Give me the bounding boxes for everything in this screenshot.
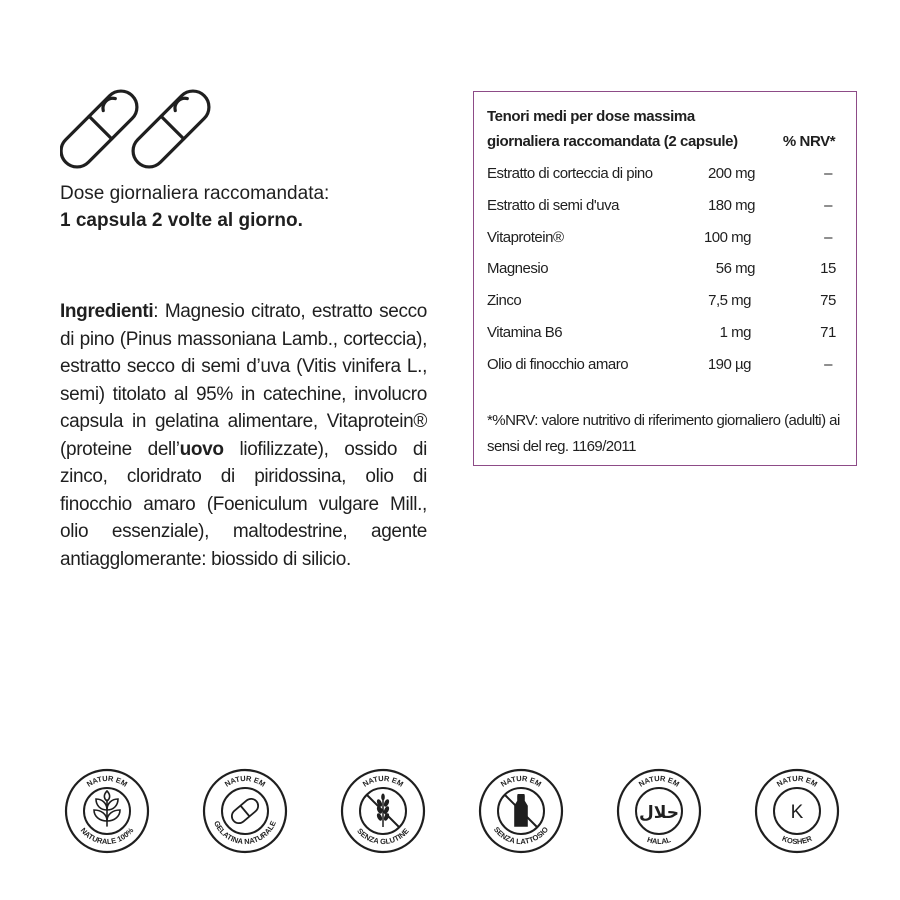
badge-top-label: NATUR EM xyxy=(636,773,681,789)
row-nrv: 71 xyxy=(820,324,836,341)
capsule-icon xyxy=(229,796,261,826)
svg-text:NATUR EM xyxy=(775,774,819,789)
nrv-header: % NRV* xyxy=(782,133,836,150)
kosher-icon: K xyxy=(790,802,804,823)
badge-top-label: NATUR EM xyxy=(498,773,543,789)
dose-section xyxy=(60,180,460,234)
table-row xyxy=(487,353,847,377)
nrv-footnote: *%NRV: valore nutritivo di riferimento giornaliero (adulti) ai sensi del reg. 1169/2011 xyxy=(487,412,840,455)
row-amount: 56 mg xyxy=(715,260,755,277)
svg-text:NATURALE 100% xyxy=(79,826,136,847)
dose-label: Dose giornaliera raccomandata: xyxy=(60,183,330,204)
row-name: Zinco xyxy=(487,292,522,309)
panel-header-line1: Tenori medi per dose massima xyxy=(487,108,695,125)
wheat-crossed-icon xyxy=(367,794,399,828)
badge-natural xyxy=(64,768,150,854)
svg-text:HALAL xyxy=(646,835,672,846)
row-amount: 100 mg xyxy=(703,229,751,246)
row-nrv: – xyxy=(824,197,832,214)
badge-lactose-free xyxy=(478,768,564,854)
dose-value: 1 capsula 2 volte al giorno. xyxy=(60,210,303,231)
badge-halal xyxy=(616,768,702,854)
svg-text:NATUR EM xyxy=(223,774,267,789)
table-row xyxy=(487,162,847,186)
badge-top-label: NATUR EM xyxy=(360,773,405,789)
badge-bottom-label: SENZA LATTOSIO xyxy=(491,825,551,847)
badge-bottom-label: KOSHER xyxy=(780,833,814,847)
svg-text:NATUR EM xyxy=(637,774,681,789)
nutrition-panel xyxy=(473,91,857,466)
svg-text:SENZA GLUTINE xyxy=(355,827,410,846)
badge-top-label: NATUR EM xyxy=(84,773,129,789)
row-name: Vitaprotein® xyxy=(487,229,564,246)
table-row xyxy=(487,226,847,250)
ingredients-section xyxy=(60,298,427,573)
allergen-text: uovo xyxy=(179,438,224,460)
svg-text:GELATINA NATURALE xyxy=(212,819,278,846)
leaf-icon xyxy=(94,791,120,826)
row-nrv: 75 xyxy=(820,292,836,309)
ingredients-text-continued: liofilizzate), ossido di zinco, cloridrato di piridossina, olio di finocchio amaro (Foeniculum vulgare Mill., olio essenziale), maltodestrine, agente antiagglomerante: biossido di silicio. xyxy=(60,438,427,570)
table-row xyxy=(487,289,847,313)
row-nrv: – xyxy=(824,165,832,182)
row-nrv: – xyxy=(824,356,832,373)
row-name: Estratto di semi d'uva xyxy=(487,197,619,214)
svg-text:NATUR EM xyxy=(361,774,405,789)
badge-natural-gelatin xyxy=(202,768,288,854)
panel-header-line2: giornaliera raccomandata (2 capsule) xyxy=(487,133,738,150)
row-name: Magnesio xyxy=(487,260,549,277)
svg-text:NATUR EM xyxy=(85,774,129,789)
badge-bottom-label: GELATINA NATURALE xyxy=(212,819,278,847)
table-row xyxy=(487,257,847,281)
milk-crossed-icon xyxy=(505,794,537,827)
ingredients-label: Ingredienti xyxy=(60,301,154,322)
badge-top-label: NATUR EM xyxy=(222,773,267,789)
badge-top-label: NATUR EM xyxy=(774,773,819,789)
table-row xyxy=(487,321,847,345)
row-name: Estratto di corteccia di pino xyxy=(487,165,653,182)
row-nrv: 15 xyxy=(820,260,836,277)
badge-bottom-label: NATURALE 100% xyxy=(78,825,136,847)
capsules-icon xyxy=(60,88,215,170)
halal-icon: حلال xyxy=(639,803,679,823)
ingredients-text: : Magnesio citrato, estratto secco di pino (Pinus massoniana Lamb., corteccia), estratto secco di semi d’uva (Vitis vinifera L., semi) titolato al 95% in catechine, involucro capsula in gelatina alimentare, Vitaprotein® (proteine dell’ xyxy=(60,301,427,460)
badge-bottom-label: HALAL xyxy=(645,835,673,847)
panel-header xyxy=(487,104,757,154)
svg-text:SENZA LATTOSIO xyxy=(492,825,550,846)
badge-gluten-free xyxy=(340,768,426,854)
row-amount: 180 mg xyxy=(707,197,755,214)
table-row xyxy=(487,194,847,218)
row-amount: 7,5 mg xyxy=(708,292,751,309)
svg-text:KOSHER xyxy=(781,834,814,847)
row-amount: 190 µg xyxy=(707,356,751,373)
row-name: Olio di finocchio amaro xyxy=(487,356,629,373)
row-amount: 200 mg xyxy=(707,165,755,182)
row-nrv: – xyxy=(824,229,832,246)
badge-kosher xyxy=(754,768,840,854)
row-amount: 1 mg xyxy=(719,324,751,341)
svg-text:NATUR EM xyxy=(499,774,543,789)
badge-bottom-label: SENZA GLUTINE xyxy=(355,826,411,847)
row-name: Vitamina B6 xyxy=(487,324,563,341)
